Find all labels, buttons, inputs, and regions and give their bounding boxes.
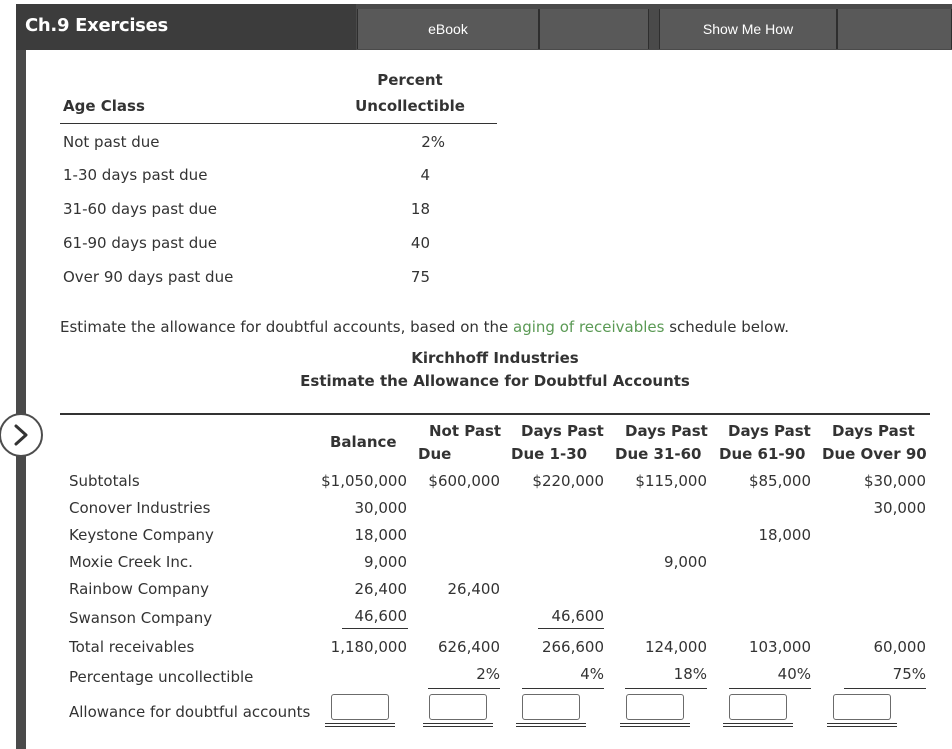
instruction-before: Estimate the allowance for doubtful accounts, based on the	[60, 318, 514, 336]
toolbar-blank-button[interactable]	[539, 9, 649, 49]
cell: 103,000	[748, 638, 811, 656]
show-me-how-button[interactable]: Show Me How	[659, 9, 837, 49]
col5-header-line1: Days Past	[832, 422, 915, 440]
cell: $30,000	[863, 472, 926, 490]
col4-header-line2: Due 61-90	[719, 445, 806, 463]
pct-underline	[522, 688, 604, 689]
age-row-pct: 2%	[421, 133, 445, 151]
double-underline	[723, 723, 793, 727]
pct-underline	[428, 688, 500, 689]
row-label: Rainbow Company	[69, 580, 210, 598]
cell: $1,050,000	[321, 472, 407, 490]
instruction-after: schedule below.	[664, 318, 789, 336]
cell: 124,000	[644, 638, 707, 656]
col2-header-line1: Days Past	[521, 422, 604, 440]
col2-header-line2: Due 1-30	[511, 445, 588, 463]
pct-underline	[729, 688, 811, 689]
toolbar-blank-button-2[interactable]	[837, 9, 952, 49]
double-underline	[325, 723, 395, 727]
col3-header-line2: Due 31-60	[615, 445, 702, 463]
expand-arrow-button[interactable]	[0, 413, 43, 457]
double-underline	[423, 723, 493, 727]
company-name: Kirchhoff Industries	[411, 349, 579, 367]
cell: 46,600	[354, 607, 407, 625]
row-label-percentage: Percentage uncollectible	[69, 668, 254, 686]
age-row-label: Not past due	[63, 133, 160, 151]
cell: 75%	[892, 665, 926, 683]
left-frame-bar	[16, 50, 26, 749]
pct-underline	[844, 688, 926, 689]
cell: 1,180,000	[330, 638, 407, 656]
cell: 18%	[673, 665, 707, 683]
cell: 30,000	[873, 499, 926, 517]
cell: 40%	[777, 665, 811, 683]
row-label-allowance: Allowance for doubtful accounts	[69, 703, 311, 721]
age-table-divider	[60, 123, 497, 124]
col3-header-line1: Days Past	[625, 422, 708, 440]
cell: 60,000	[873, 638, 926, 656]
cell: 2%	[476, 665, 500, 683]
allowance-input-31-60[interactable]	[626, 694, 684, 720]
col1-header-line1: Not Past	[429, 422, 502, 440]
col1-header-line2: Due	[418, 445, 452, 463]
cell: 18,000	[354, 526, 407, 544]
cell: 26,400	[447, 580, 500, 598]
cell: 46,600	[551, 607, 604, 625]
cell: 18,000	[758, 526, 811, 544]
allowance-input-over-90[interactable]	[833, 694, 891, 720]
age-row-pct: 4	[420, 166, 430, 184]
cell: $600,000	[428, 472, 500, 490]
title-area	[16, 4, 356, 50]
cell: 626,400	[437, 638, 500, 656]
schedule-top-rule	[60, 413, 930, 415]
row-label: Conover Industries	[69, 499, 211, 517]
age-row-pct: 18	[410, 200, 430, 218]
sum-underline	[342, 628, 408, 629]
double-underline	[620, 723, 690, 727]
age-class-header: Age Class	[63, 97, 145, 115]
age-row-pct: 75	[410, 268, 430, 286]
row-label: Keystone Company	[69, 526, 214, 544]
double-underline	[827, 723, 897, 727]
age-row-label: 1-30 days past due	[63, 166, 208, 184]
balance-header: Balance	[330, 433, 397, 451]
cell: 9,000	[364, 553, 407, 571]
row-label-total-receivables: Total receivables	[69, 638, 195, 656]
cell: $220,000	[532, 472, 604, 490]
row-label: Moxie Creek Inc.	[69, 553, 193, 571]
chevron-right-icon	[11, 423, 31, 447]
age-row-label: 31-60 days past due	[63, 200, 217, 218]
top-toolbar	[16, 4, 952, 50]
cell: $85,000	[748, 472, 811, 490]
instruction-text	[60, 318, 789, 336]
sum-underline	[538, 628, 604, 629]
row-label: Swanson Company	[69, 609, 213, 627]
col5-header-line2: Due Over 90	[822, 445, 927, 463]
percent-header-line1: Percent	[377, 71, 443, 89]
col4-header-line1: Days Past	[728, 422, 811, 440]
pct-underline	[625, 688, 707, 689]
age-row-label: 61-90 days past due	[63, 234, 217, 252]
cell: 9,000	[664, 553, 707, 571]
percent-header-line2: Uncollectible	[355, 97, 465, 115]
cell: 266,600	[541, 638, 604, 656]
assignment-title: Ch.9 Exercises	[25, 15, 168, 36]
ebook-button[interactable]: eBook	[357, 9, 539, 49]
aging-of-receivables-link[interactable]: aging of receivables	[513, 318, 665, 336]
age-row-pct: 40	[410, 234, 430, 252]
age-row-label: Over 90 days past due	[63, 268, 234, 286]
cell: 4%	[580, 665, 604, 683]
cell: $115,000	[635, 472, 707, 490]
schedule-title: Estimate the Allowance for Doubtful Accounts	[300, 372, 690, 390]
cell: 26,400	[354, 580, 407, 598]
double-underline	[516, 723, 586, 727]
allowance-input-not-past-due[interactable]	[429, 694, 487, 720]
allowance-input-61-90[interactable]	[729, 694, 787, 720]
row-label-subtotals: Subtotals	[69, 472, 140, 490]
allowance-input-balance[interactable]	[331, 694, 389, 720]
cell: 30,000	[354, 499, 407, 517]
allowance-input-1-30[interactable]	[522, 694, 580, 720]
